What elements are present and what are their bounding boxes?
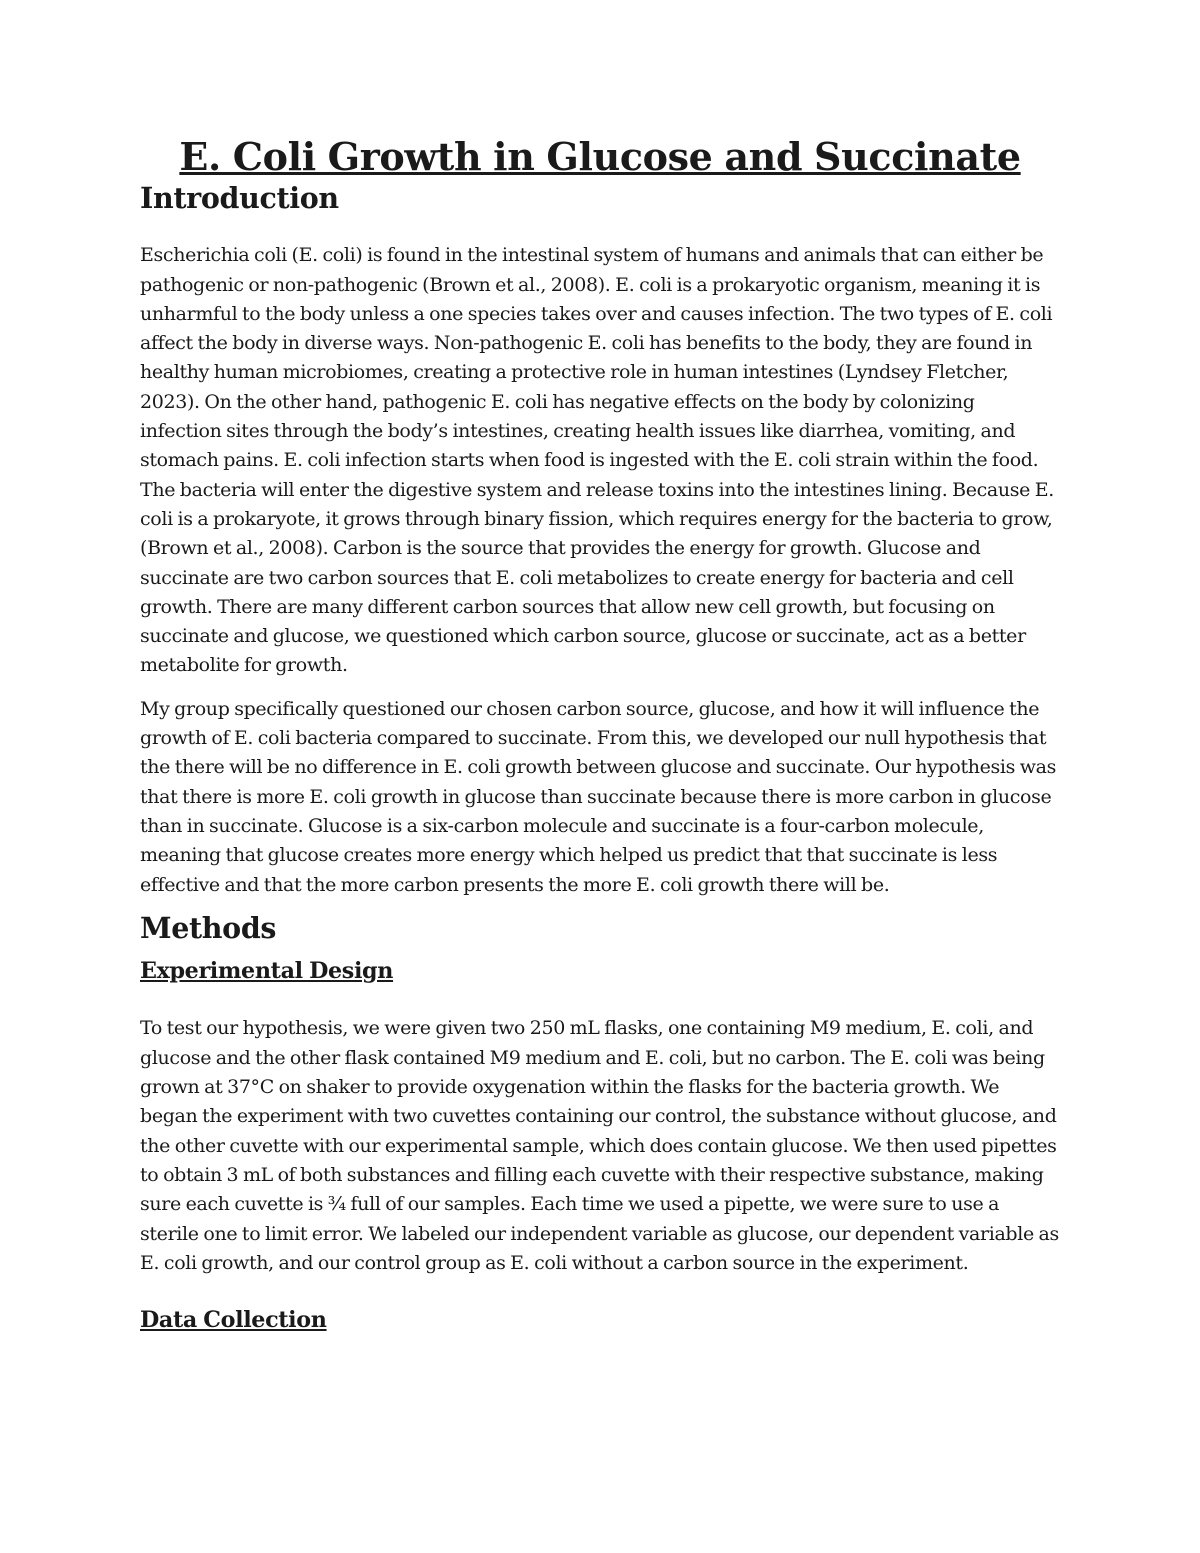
document-page: [140, 134, 1060, 1335]
methods-heading: Methods: [140, 910, 277, 945]
spacer: [140, 213, 1060, 241]
document-title: E. Coli Growth in Glucose and Succinate: [179, 134, 1021, 179]
spacer: [140, 1278, 1060, 1306]
experimental-design-heading: Experimental Design: [140, 958, 394, 985]
spacer: [140, 943, 1060, 957]
experimental-design-paragraph: To test our hypothesis, we were given two 250 mL flasks, one containing M9 medium, E. coli, and glucose and the other flask contained M9 medium and E. coli, but no carbon. The E. coli was being grown at 37°C on shaker to provide oxygenation within the flasks for the bacteria growth. We began the experiment with two cuvettes containing our control, the substance without glucose, and the other cuvette with our experimental sample, which does contain glucose. We then used pipettes to obtain 3 mL of both substances and filling each cuvette with their respective substance, making sure each cuvette is ¾ full of our samples. Each time we used a pipette, we were sure to use a sterile one to limit error. We labeled our independent variable as glucose, our dependent variable as E. coli growth, and our control group as E. coli without a carbon source in the experiment.: [140, 1017, 1059, 1274]
introduction-paragraph-1: Escherichia coli (E. coli) is found in the intestinal system of humans and animals that can either be pathogenic or non-pathogenic (Brown et al., 2008). E. coli is a prokaryotic organism, meaning it is unharmful to the body unless a one species takes over and causes infection. The two types of E. coli affect the body in diverse ways. Non-pathogenic E. coli has benefits to the body, they are found in healthy human microbiomes, creating a protective role in human intestines (Lyndsey Fletcher, 2023). On the other hand, pathogenic E. coli has negative effects on the body by colonizing infection sites through the body’s intestines, creating health issues like diarrhea, vomiting, and stomach pains. E. coli infection starts when food is ingested with the E. coli strain within the food. The bacteria will enter the digestive system and release toxins into the intestines lining. Because E. coli is a prokaryote, it grows through binary fission, which requires energy for the bacteria to grow, (Brown et al., 2008). Carbon is the source that provides the energy for growth. Glucose and succinate are two carbon sources that E. coli metabolizes to create energy for bacteria and cell growth. There are many different carbon sources that allow new cell growth, but focusing on succinate and glucose, we questioned which carbon source, glucose or succinate, act as a better metabolite for growth.: [140, 244, 1054, 677]
introduction-paragraph-2: My group specifically questioned our chosen carbon source, glucose, and how it will influence the growth of E. coli bacteria compared to succinate. From this, we developed our null hypothesis that the there will be no difference in E. coli growth between glucose and succinate. Our hypothesis was that there is more E. coli growth in glucose than succinate because there is more carbon in glucose than in succinate. Glucose is a six-carbon molecule and succinate is a four-carbon molecule, meaning that glucose creates more energy which helped us predict that that succinate is less effective and that the more carbon presents the more E. coli growth there will be.: [140, 697, 1057, 896]
introduction-heading: Introduction: [140, 181, 339, 215]
data-collection-heading: Data Collection: [140, 1307, 327, 1334]
spacer: [140, 681, 1060, 695]
spacer: [140, 986, 1060, 1014]
spacer: [140, 900, 1060, 914]
